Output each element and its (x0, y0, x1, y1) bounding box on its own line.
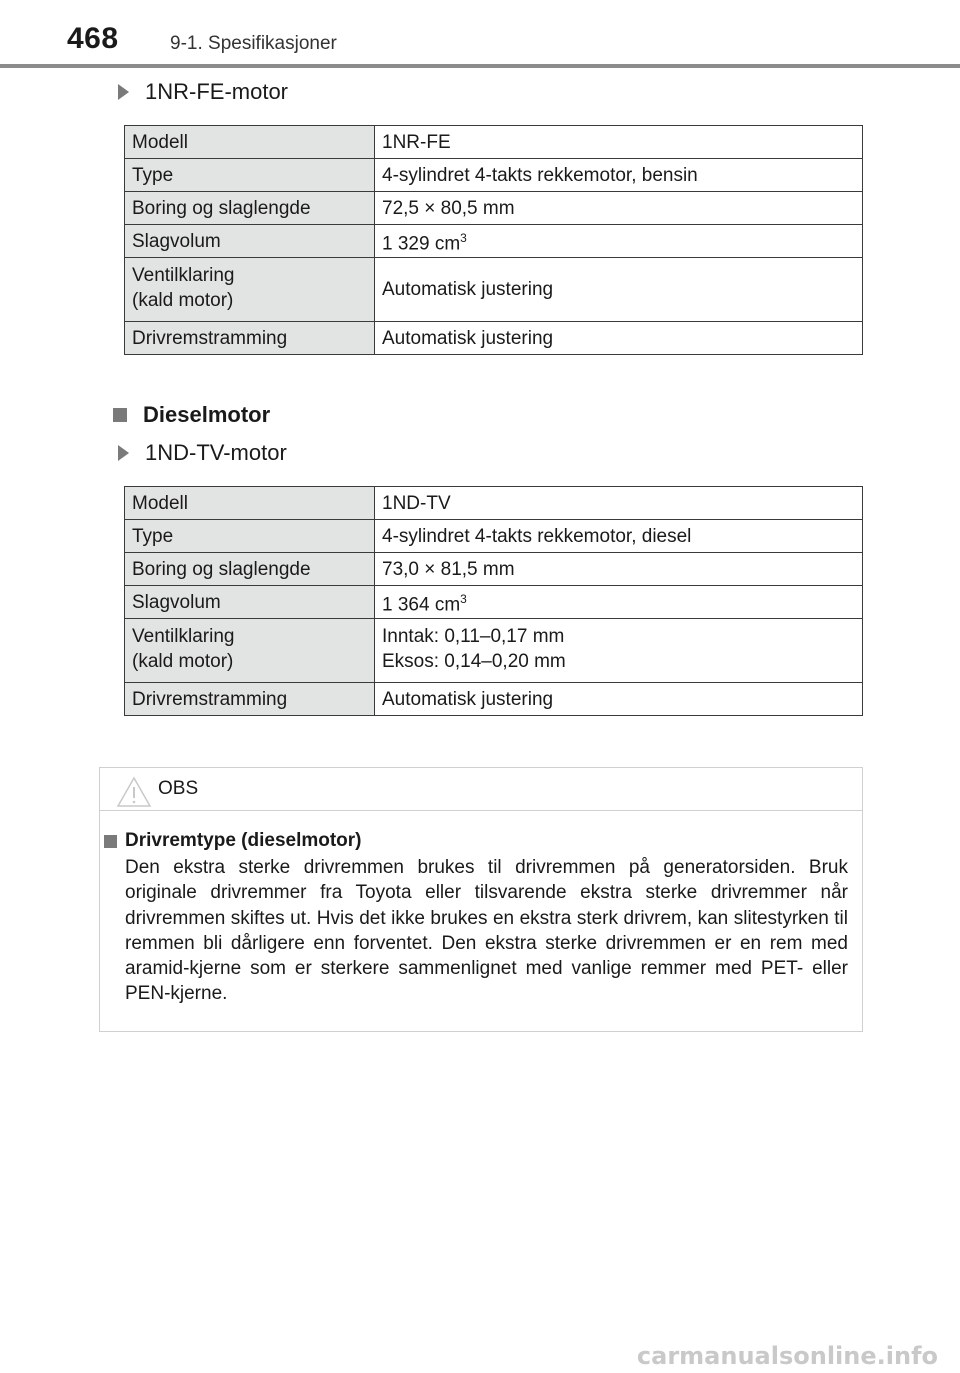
row-label: Modell (125, 126, 375, 159)
row-label: Type (125, 159, 375, 192)
petrol-subheading-text: 1NR-FE-motor (145, 79, 289, 104)
notice-title (104, 830, 362, 852)
notice-body: Den ekstra sterke drivremmen brukes til drivremmen på generatorsiden. Bruk originale drivremmer fra Toyota eller tilsvarende ekstra sterke drivremmer når drivremmen skiftes ut. Hvis det ikke brukes en ekstra sterk drivrem, kan slitestyrken til remmen bli dårligere enn forventet. Den ekstra sterke drivremmen er en rem med aramid-kjerne som er sterkere sammenlignet med vanlige remmer med PET- eller PEN-kjerne. (125, 857, 848, 1005)
diesel-subheading (118, 440, 287, 466)
triangle-bullet-icon (118, 445, 129, 461)
row-label: Type (125, 520, 375, 553)
row-value: 1NR-FE (375, 126, 863, 159)
row-label: Boring og slaglengde (125, 553, 375, 586)
page-number: 468 (67, 22, 119, 55)
diesel-heading-text: Dieselmotor (143, 402, 271, 427)
table-row (125, 520, 863, 553)
table-row (125, 619, 863, 683)
page-header (0, 0, 960, 70)
table-row (125, 487, 863, 520)
row-label: Modell (125, 487, 375, 520)
row-label: Drivremstramming (125, 683, 375, 716)
table-row (125, 322, 863, 355)
row-value: 1ND-TV (375, 487, 863, 520)
table-row (125, 126, 863, 159)
notice-title-text: Drivremtype (dieselmotor) (125, 830, 362, 851)
row-value: Automatisk justering (375, 322, 863, 355)
square-bullet-icon (104, 835, 117, 848)
table-row (125, 225, 863, 258)
notice-label: OBS (158, 778, 199, 799)
diesel-subheading-text: 1ND-TV-motor (145, 440, 287, 465)
superscript: 3 (460, 231, 467, 245)
value-line: Eksos: 0,14–0,20 mm (382, 651, 566, 672)
value-line: Inntak: 0,11–0,17 mm (382, 626, 565, 647)
petrol-spec-table (124, 125, 863, 355)
header-rule (0, 64, 960, 68)
row-label: Drivremstramming (125, 322, 375, 355)
row-value: Automatisk justering (375, 258, 863, 322)
row-value: Automatisk justering (375, 683, 863, 716)
label-line: Ventilklaring (132, 265, 235, 286)
displacement-value: 1 364 cm (382, 594, 461, 616)
watermark: carmanualsonline.info (636, 1342, 938, 1370)
square-bullet-icon (113, 408, 127, 422)
table-row (125, 586, 863, 619)
row-value: 4-sylindret 4-takts rekkemotor, diesel (375, 520, 863, 553)
diesel-spec-table (124, 486, 863, 716)
section-title: 9-1. Spesifikasjoner (170, 33, 337, 54)
label-line: (kald motor) (132, 290, 234, 311)
table-row (125, 159, 863, 192)
label-line: (kald motor) (132, 651, 234, 672)
table-row (125, 683, 863, 716)
petrol-subheading (118, 79, 288, 105)
row-value (375, 225, 863, 258)
table-row (125, 192, 863, 225)
row-value: 72,5 × 80,5 mm (375, 192, 863, 225)
row-value: 4-sylindret 4-takts rekkemotor, bensin (375, 159, 863, 192)
superscript: 3 (460, 592, 467, 606)
row-label: Boring og slaglengde (125, 192, 375, 225)
table-row (125, 553, 863, 586)
label-line: Ventilklaring (132, 626, 235, 647)
row-value (375, 586, 863, 619)
warning-triangle-icon (116, 776, 152, 808)
diesel-heading (113, 402, 270, 428)
row-value (375, 619, 863, 683)
row-label: Slagvolum (125, 586, 375, 619)
row-label (125, 619, 375, 683)
triangle-bullet-icon (118, 84, 129, 100)
notice-header (100, 768, 862, 811)
row-value: 73,0 × 81,5 mm (375, 553, 863, 586)
displacement-value: 1 329 cm (382, 233, 461, 255)
row-label (125, 258, 375, 322)
table-row (125, 258, 863, 322)
row-label: Slagvolum (125, 225, 375, 258)
notice-box (99, 767, 863, 1032)
